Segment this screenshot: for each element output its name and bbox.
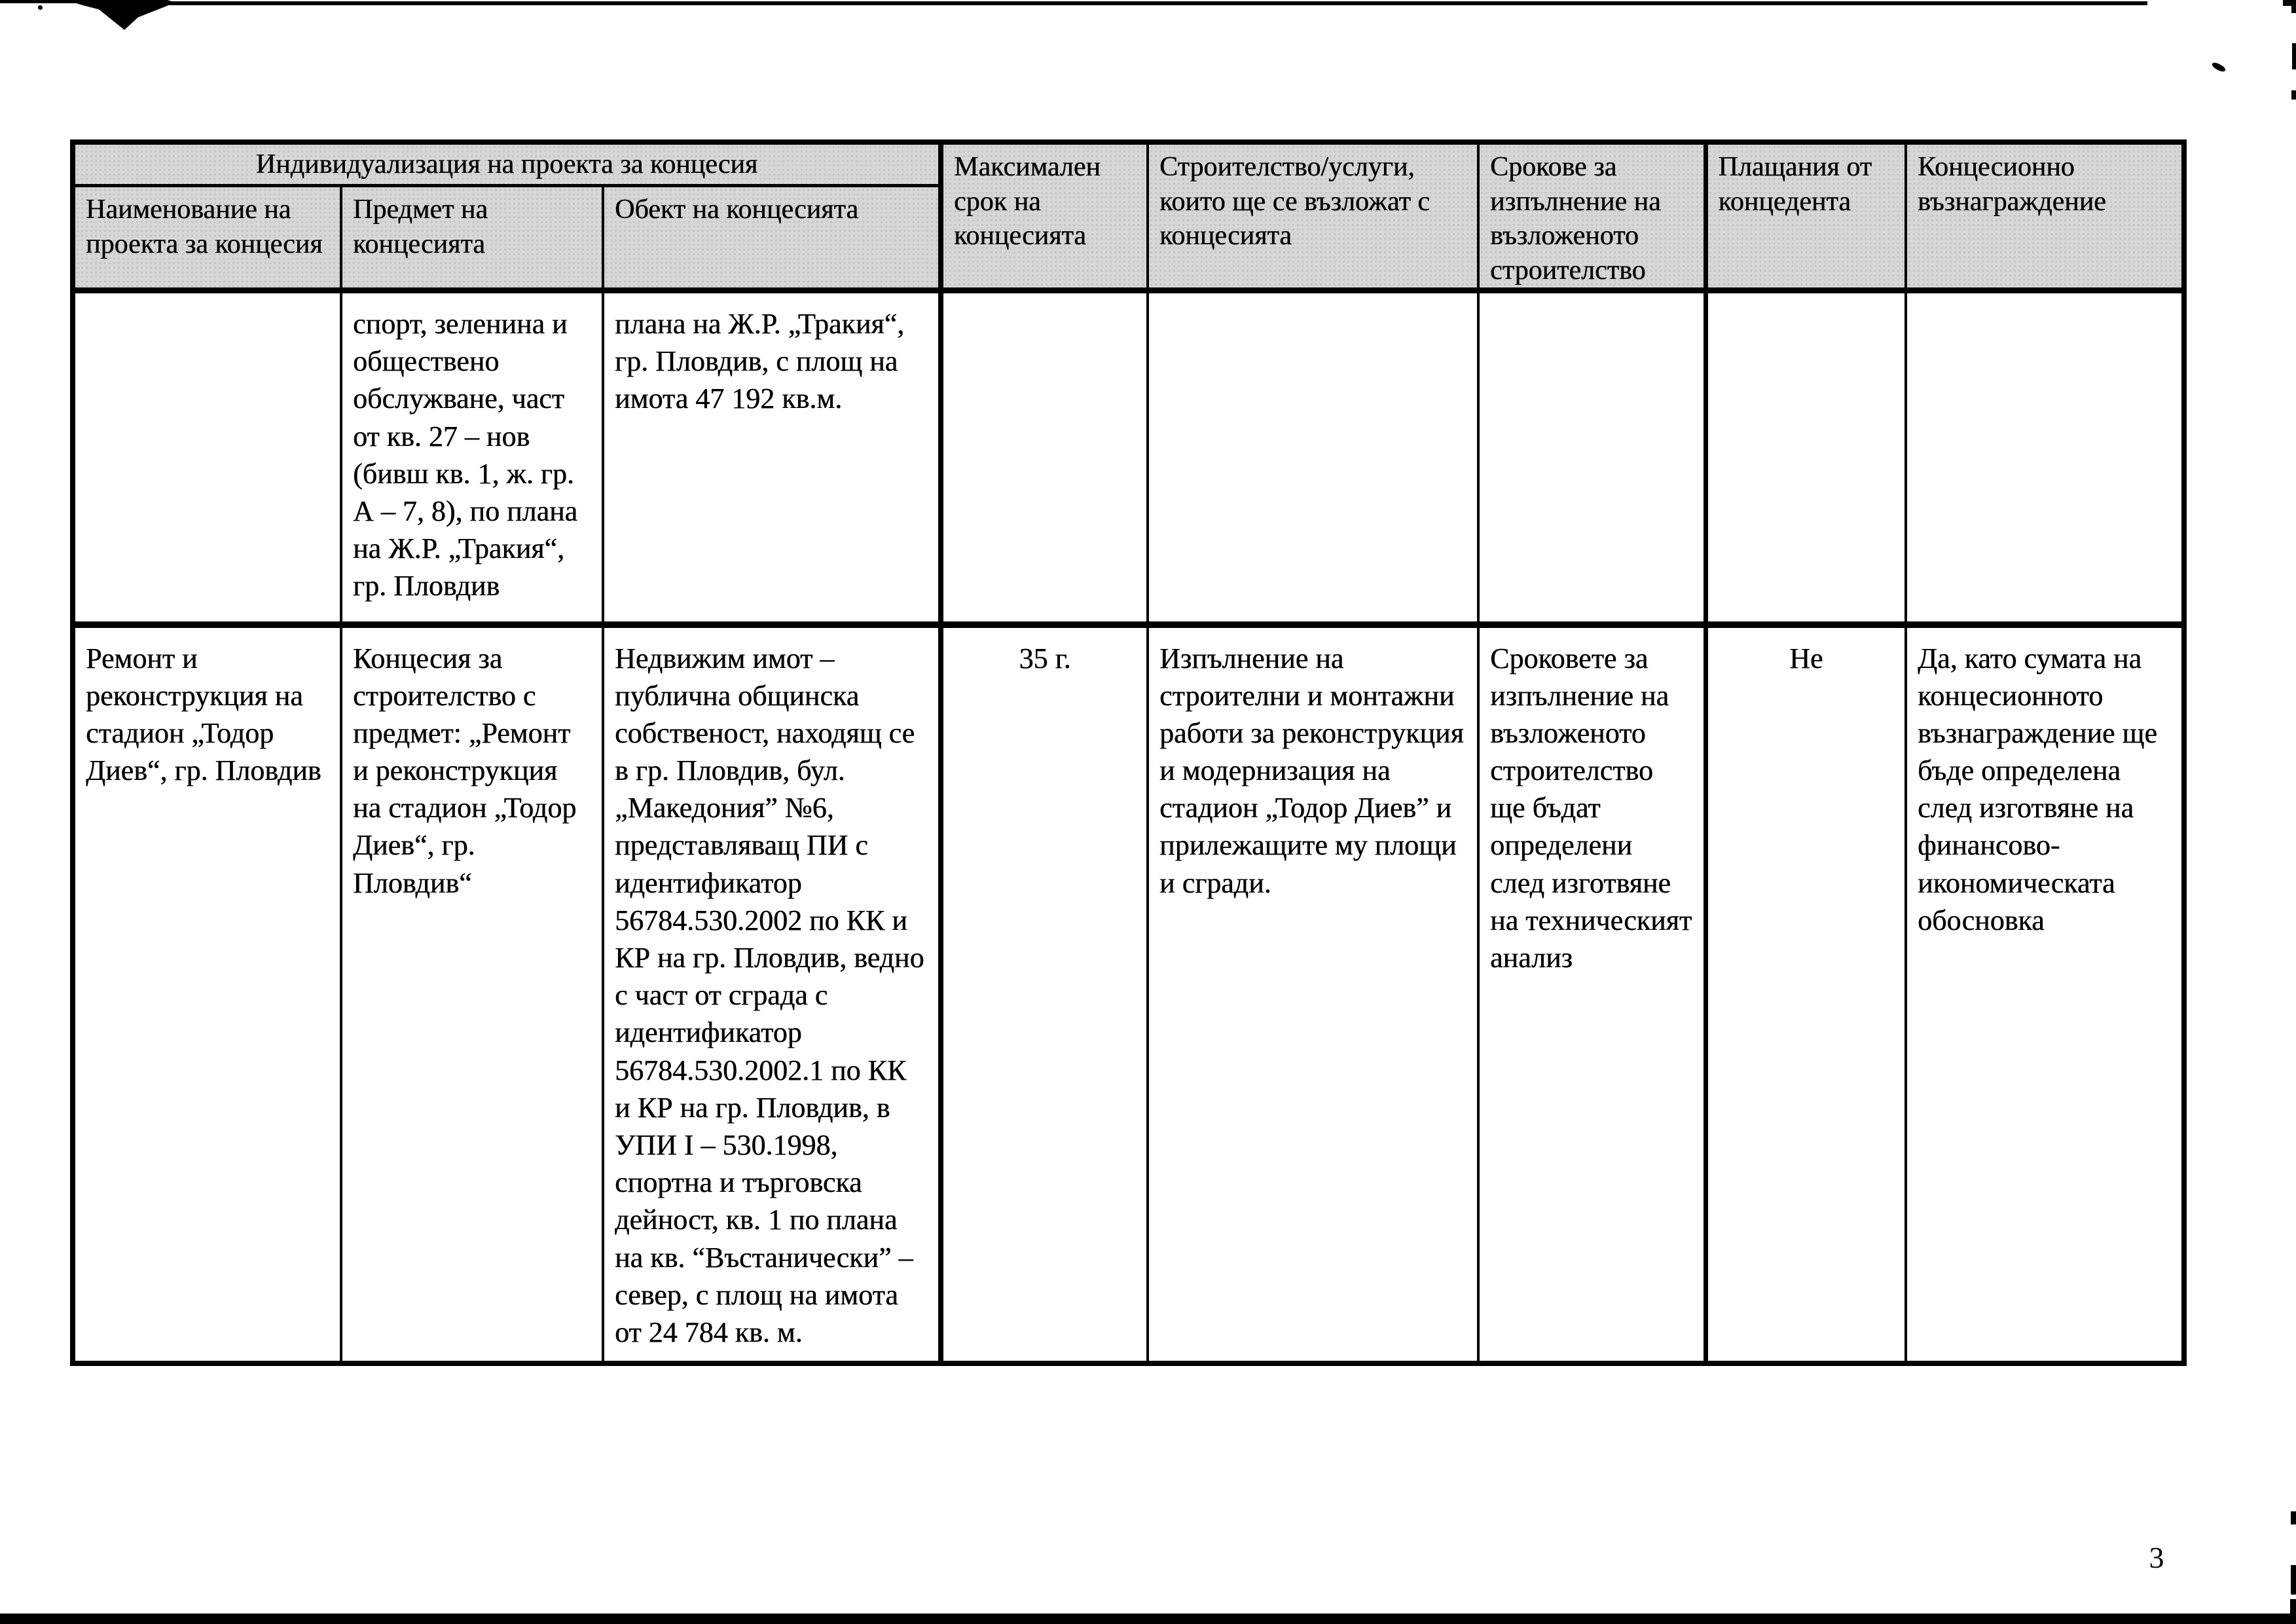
header-max-term: Максимален срок на концесията (941, 142, 1148, 291)
cell-r1-remuneration (1906, 291, 2184, 625)
scan-artifact-right-edge-dash (2291, 5, 2296, 13)
cell-r1-services (1148, 291, 1478, 625)
header-deadlines: Срокове за изпълнение на възложеното строителство (1478, 142, 1705, 291)
cell-r2-payments: Не (1705, 625, 1906, 1363)
header-group-row (73, 142, 2184, 186)
scan-artifact-bottom-band (0, 1614, 2296, 1624)
header-object: Обект на концесията (603, 186, 941, 291)
cell-r1-name (73, 291, 341, 625)
header-subject: Предмет на концесията (341, 186, 603, 291)
cell-r1-object: плана на Ж.Р. „Тракия“, гр. Пловдив, с площ на имота 47 192 кв.м. (603, 291, 941, 625)
cell-r1-max-term (941, 291, 1148, 625)
table-row-stadium (73, 625, 2184, 1363)
table-row-continuation (73, 291, 2184, 625)
page-number: 3 (2149, 1541, 2164, 1574)
scan-artifact-right-edge-dash (2291, 1565, 2296, 1595)
scan-artifact-right-edge-dash (2291, 1511, 2296, 1524)
cell-r2-services: Изпълнение на строителни и монтажни работи за реконструкция и модернизация на стадион „Тодор Диев” и прилежащите му площи и сгради. (1148, 625, 1478, 1363)
concession-table (70, 139, 2187, 1366)
header-payments: Плащания от концедента (1705, 142, 1906, 291)
cell-r2-remuneration: Да, като сумата на концесионното възнаграждение ще бъде определена след изготвяне на финансово-икономическата обосновка (1906, 625, 2184, 1363)
header-services: Строителство/услуги, които ще се възложат с концесията (1148, 142, 1478, 291)
scan-artifact-right-edge-dash (2291, 90, 2296, 100)
cell-r1-payments (1705, 291, 1906, 625)
scan-artifact-tick-mark (2211, 61, 2227, 73)
cell-r2-subject: Концесия за строителство с предмет: „Ремонт и реконструкция на стадион „Тодор Диев“, гр. Пловдив“ (341, 625, 603, 1363)
cell-r2-object: Недвижим имот – публична общинска собственост, находящ се в гр. Пловдив, бул. „Македония” №6, представляващ ПИ с идентификатор 56784.530.2002 по КК и КР на гр. Пловдив, ведно с част от сграда с идентификатор 56784.530.2002.1 по КК и КР на гр. Пловдив, в УПИ I – 530.1998, спортна и търговска дейност, кв. 1 по плана на кв. “Въстанически” – север, с площ на имота от 24 784 кв. м. (603, 625, 941, 1363)
scan-artifact-right-edge-dash (2292, 43, 2296, 69)
cell-r1-subject: спорт, зеленина и обществено обслужване, част от кв. 27 – нов (бивш кв. 1, ж. гр. А – 7, 8), по плана на Ж.Р. „Тракия“, гр. Пловдив (341, 291, 603, 625)
cell-r2-max-term: 35 г. (941, 625, 1148, 1363)
scan-artifact-dot (38, 5, 43, 10)
header-individualization: Индивидуализация на проекта за концесия (73, 142, 941, 186)
header-remuneration: Концесионно възнаграждение (1906, 142, 2184, 291)
scan-artifact-ink-blob (77, 0, 175, 31)
cell-r2-deadlines: Сроковете за изпълнение на възложеното строителство ще бъдат определени след изготвяне на техническият анализ (1478, 625, 1705, 1363)
scan-artifact-top-line (169, 1, 2147, 5)
header-name: Наименование на проекта за концесия (73, 186, 341, 291)
cell-r1-deadlines (1478, 291, 1705, 625)
cell-r2-name: Ремонт и реконструкция на стадион „Тодор Диев“, гр. Пловдив (73, 625, 341, 1363)
